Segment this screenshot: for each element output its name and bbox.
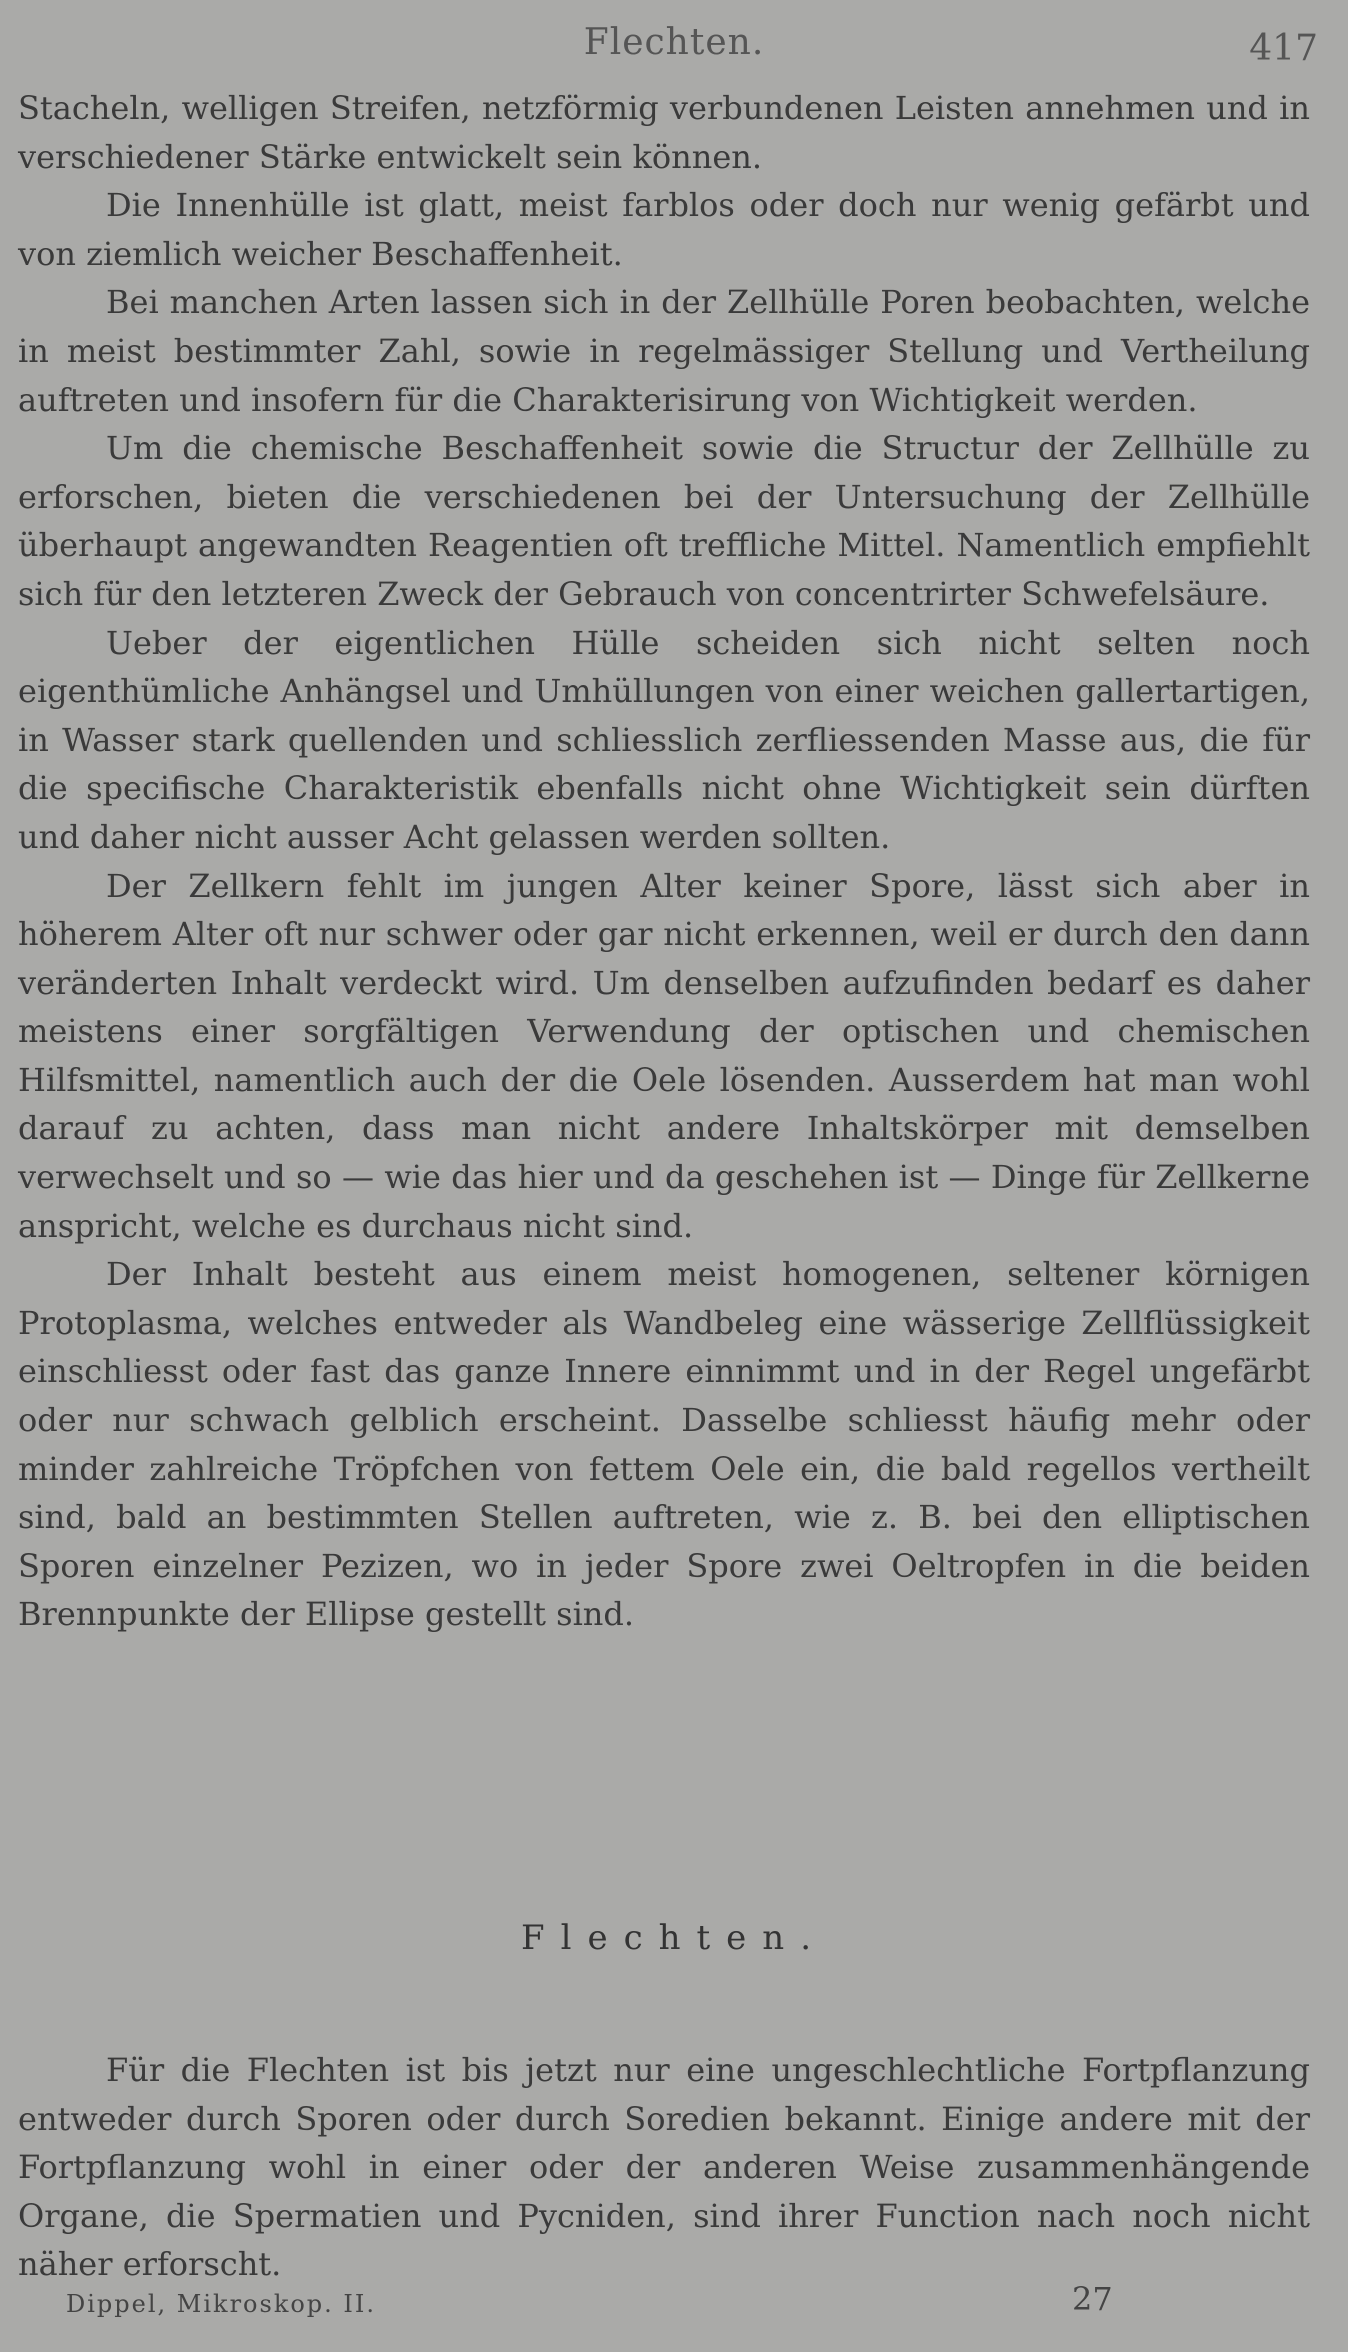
section-heading: Flechten. [520,1918,827,1958]
paragraph-pores: Bei manchen Arten lassen sich in der Zellhülle Poren beobachten, welche in meist bestimmter Zahl, sowie in regelmässiger Stellung und Vertheilung auftreten und insofern für die Charakterisirung von Wichtigkeit werden. [18,283,1310,419]
paragraph-chemistry: Um die chemische Beschaffenheit sowie die Structur der Zellhülle zu erforschen, bieten die verschiedenen bei der Untersuchung der Zellhülle überhaupt angewandten Reagentien oft treffliche Mittel. Namentlich empfiehlt sich für den letzteren Zweck der Gebrauch von concentrirter Schwefelsäure. [18,429,1310,613]
paragraph-continued: Stacheln, welligen Streifen, netzförmig verbundenen Leisten annehmen und in verschiedener Stärke entwickelt sein können. [18,89,1310,176]
section-text [18,2046,1310,2289]
page-number: 417 [1249,28,1318,69]
paragraph-nucleus: Der Zellkern fehlt im jungen Alter keiner Spore, lässt sich aber in höherem Alter oft nur schwer oder gar nicht erkennen, weil er durch den dann veränderten Inhalt verdeckt wird. Um denselben aufzufinden bedarf es daher meistens einer sorgfältigen Verwendung der optischen und chemischen Hilfsmittel, namentlich auch der die Oele lösenden. Ausserdem hat man wohl darauf zu achten, dass man nicht andere Inhaltskörper mit demselben verwechselt und so — wie das hier und da geschehen ist — Dinge für Zellkerne anspricht, welche es durchaus nicht sind. [18,866,1310,1245]
signature-mark: 27 [1072,2280,1113,2318]
paragraph-appendages: Ueber der eigentlichen Hülle scheiden sich nicht selten noch eigenthümliche Anhängsel und Umhüllungen von einer weichen gallertartigen, in Wasser stark quellenden und schliesslich zerfliessenden Masse aus, die für die specifische Charakteristik ebenfalls nicht ohne Wichtigkeit sein dürften und daher nicht ausser Acht gelassen werden sollten. [18,623,1310,856]
paragraph-inner-wall: Die Innenhülle ist glatt, meist farblos oder doch nur wenig gefärbt und von ziemlich weicher Beschaffenheit. [18,186,1310,273]
paragraph-lichens: Für die Flechten ist bis jetzt nur eine ungeschlechtliche Fortpflanzung entweder durch Sporen oder durch Soredien bekannt. Einige andere mit der Fortpflanzung wohl in einer oder der anderen Weise zusammenhängende Organe, die Spermatien und Pycniden, sind ihrer Function nach noch nicht näher erforscht. [18,2051,1310,2284]
footer-citation: Dippel, Mikroskop. II. [66,2290,377,2318]
page-footer [0,2280,1348,2330]
paragraph-contents: Der Inhalt besteht aus einem meist homogenen, seltener körnigen Protoplasma, welches entweder als Wandbeleg eine wässerige Zellflüssigkeit einschliesst oder fast das ganze Innere einnimmt und in der Regel ungefärbt oder nur schwach gelblich erscheint. Dasselbe schliesst häufig mehr oder minder zahlreiche Tröpfchen von fettem Oele ein, die bald regellos vertheilt sind, bald an bestimmten Stellen auftreten, wie z. B. bei den elliptischen Sporen einzelner Pezizen, wo in jeder Spore zwei Oeltropfen in die beiden Brennpunkte der Ellipse gestellt sind. [18,1255,1310,1634]
running-title: Flechten. [583,22,765,63]
running-head [0,18,1348,68]
body-text [18,84,1310,1639]
